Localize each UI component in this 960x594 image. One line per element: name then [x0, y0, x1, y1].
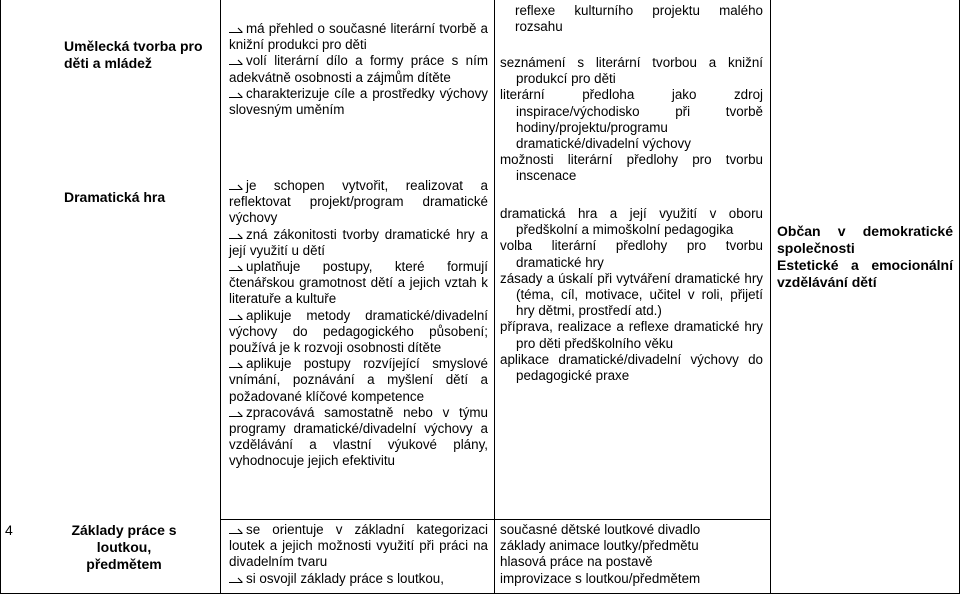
content-top-text: reflexe kulturního projektu malého rozsahu — [515, 3, 763, 35]
content-item: zásady a úskalí při vytváření dramatické hry (téma, cíl, motivace, učitel v roli, přijetí hry dětmi, prostředí atd.) — [500, 270, 763, 319]
list-item-text: zná zákonitosti tvorby dramatické hry a její využití u dětí — [229, 226, 488, 258]
list-item-text: má přehled o současné literární tvorbě a knižní produkci pro děti — [229, 21, 488, 53]
list-item — [229, 227, 488, 259]
arrow-icon — [229, 263, 244, 272]
topic-art — [64, 38, 216, 72]
list-item — [229, 308, 488, 357]
list-item-text: si osvojil základy práce s loutkou, — [246, 570, 444, 586]
list-item-text: volí literární dílo a formy práce s ním adekvátně osobnosti a zájmům dítěte — [229, 53, 488, 85]
list-item — [229, 86, 488, 118]
content-item: dramatická hra a její využití v oboru předškolní a mimoškolní pedagogika — [500, 206, 763, 238]
column-divider — [770, 0, 771, 594]
content-item: hlasová práce na postavě — [500, 554, 653, 570]
topic-drama-title: Dramatická hra — [64, 189, 166, 205]
content-item: seznámení s literární tvorbou a knižní produkcí pro děti — [500, 55, 763, 87]
arrow-icon — [229, 182, 244, 191]
arrow-icon — [229, 360, 244, 369]
list-item — [229, 53, 488, 85]
content-item: příprava, realizace a reflexe dramatické hry pro děti předškolního věku — [500, 319, 763, 351]
row-number: 4 — [5, 522, 13, 538]
row-divider — [220, 519, 770, 520]
list-item-text: uplatňuje postupy, které formují čtenářskou gramotnost dětí a jejich vztah k literatuře a kultuře — [229, 259, 488, 307]
list-item-text: aplikuje metody dramatické/divadelní výchovy do pedagogického působení; používá je k rozvoji osobnosti dítěte — [229, 307, 488, 356]
column-divider — [494, 0, 495, 594]
topic-puppet — [64, 522, 184, 573]
list-item — [229, 522, 488, 571]
list-item — [229, 571, 488, 587]
content-item: současné dětské loutkové divadlo — [500, 522, 701, 537]
arrow-icon — [229, 90, 244, 99]
drama-content-list — [500, 206, 763, 384]
arrow-icon — [229, 409, 244, 418]
arrow-icon — [229, 57, 244, 66]
puppet-content-list — [500, 522, 763, 587]
list-item — [229, 405, 488, 470]
arrow-icon — [229, 575, 244, 584]
list-item — [229, 356, 488, 405]
content-item: improvizace s loutkou/předmětem — [500, 570, 701, 586]
list-item-text: zpracovává samostatně nebo v týmu programy dramatické/divadelní výchovy a vzdělávání a vlastní výukové plány, vyhodnocuje jejich efektivitu — [229, 404, 488, 469]
art-outcomes-list — [229, 21, 488, 118]
cross-curricular-themes — [777, 223, 953, 291]
arrow-icon — [229, 25, 244, 34]
puppet-outcomes-list — [229, 522, 488, 587]
arrow-icon — [229, 231, 244, 240]
arrow-icon — [229, 312, 244, 321]
list-item-text: je schopen vytvořit, realizovat a reflektovat projekt/program dramatické výchovy — [229, 178, 488, 226]
content-item: základy animace loutky/předmětu — [500, 538, 699, 554]
topic-puppet-title: Základy práce s loutkou, předmětem — [71, 522, 177, 572]
table-border-left — [0, 0, 1, 594]
list-item — [229, 259, 488, 308]
list-item — [229, 178, 488, 227]
content-item: volba literární předlohy pro tvorbu dramatické hry — [500, 238, 763, 270]
topic-art-title: Umělecká tvorba pro děti a mládež — [64, 38, 203, 71]
content-item: literární předloha jako zdroj inspirace/východisko při tvorbě hodiny/projektu/programu dramatické/divadelní výchovy — [500, 87, 763, 152]
theme-item: Občan v demokratické společnosti — [777, 223, 953, 256]
content-top-fragment — [515, 3, 763, 35]
topic-drama — [64, 189, 216, 206]
content-item: aplikace dramatické/divadelní výchovy do pedagogické praxe — [500, 351, 763, 384]
art-content-list — [500, 55, 763, 185]
arrow-icon — [229, 526, 244, 535]
list-item-text: aplikuje postupy rozvíjející smyslové vnímání, poznávání a myšlení dětí a požadované klíčové kompetence — [229, 356, 488, 404]
list-item — [229, 21, 488, 53]
theme-item: Estetické a emocionální vzdělávání dětí — [777, 257, 953, 290]
content-item: možnosti literární předlohy pro tvorbu inscenace — [500, 152, 763, 184]
column-divider — [220, 0, 221, 594]
list-item-text: se orientuje v základní kategorizaci loutek a jejich možnosti využití při práci na divadelním tvaru — [229, 522, 488, 570]
list-item-text: charakterizuje cíle a prostředky výchovy slovesným uměním — [229, 85, 488, 118]
drama-outcomes-list — [229, 178, 488, 470]
